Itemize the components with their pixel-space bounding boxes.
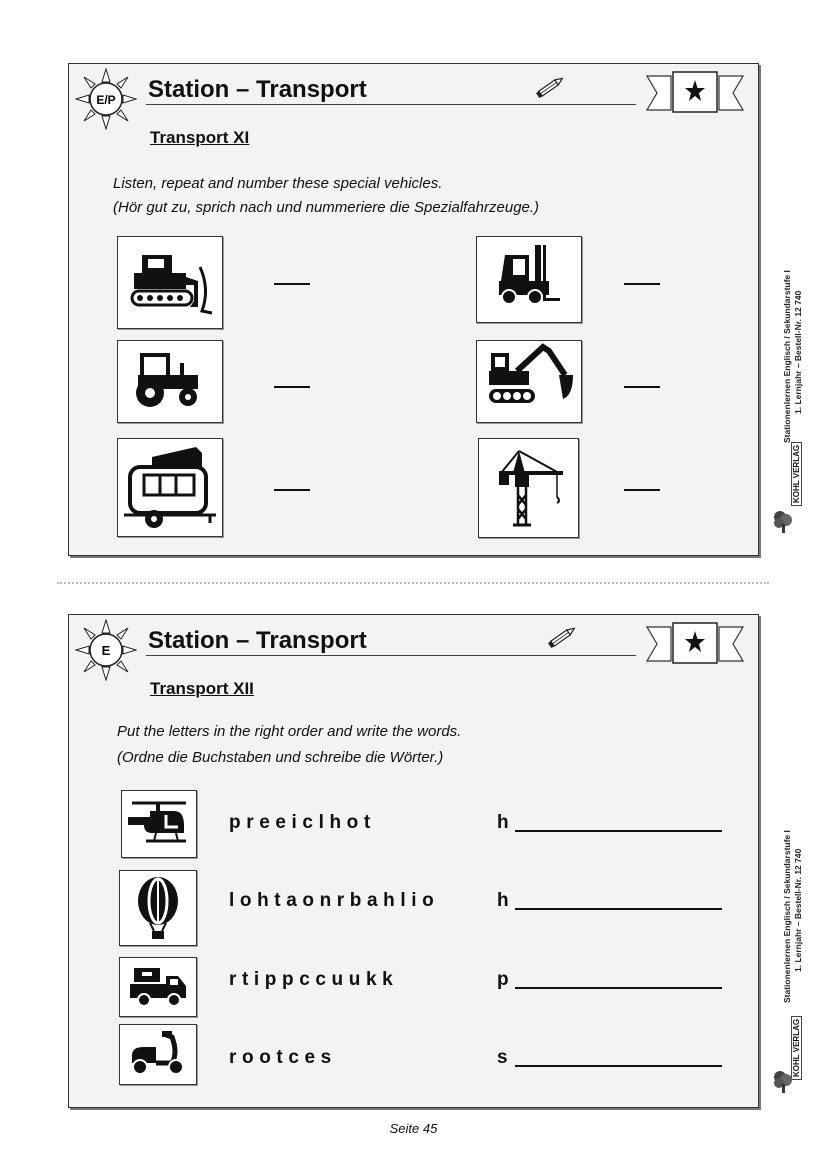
answer-blank[interactable] xyxy=(274,386,310,388)
page-title: Station – Transport xyxy=(148,627,367,654)
instruction-german: (Ordne die Buchstaben und schreibe die Wörter.) xyxy=(117,749,444,766)
title-underline xyxy=(146,104,636,105)
scrambled-word: rootces xyxy=(229,1047,337,1068)
forklift-image xyxy=(476,236,582,323)
answer-line[interactable] xyxy=(515,908,722,910)
answer-blank[interactable] xyxy=(624,386,660,388)
answer-start-letter: h xyxy=(497,812,509,833)
scrambled-word: preeiclhot xyxy=(229,812,376,833)
answer-blank[interactable] xyxy=(274,283,310,285)
sidebar-text-line2: 1. Lernjahr – Bestell-Nr. 12 740 xyxy=(793,290,803,414)
tree-logo-icon xyxy=(772,508,794,534)
crane-icon xyxy=(479,439,578,537)
excavator-icon xyxy=(477,341,581,422)
answer-blank[interactable] xyxy=(624,283,660,285)
helicopter-icon xyxy=(122,791,196,857)
star-ribbon-icon xyxy=(645,70,745,116)
helicopter-image xyxy=(121,790,197,858)
pickup-truck-icon xyxy=(120,958,196,1016)
tree-logo-icon xyxy=(772,1068,794,1094)
forklift-icon xyxy=(477,237,581,322)
answer-start-letter: s xyxy=(497,1047,508,1068)
tractor-image xyxy=(117,340,223,423)
answer-start-letter: h xyxy=(497,890,509,911)
instruction-english: Listen, repeat and number these special vehicles. xyxy=(113,175,443,192)
cut-line-separator xyxy=(57,582,769,584)
tractor-icon xyxy=(118,341,222,422)
page-title: Station – Transport xyxy=(148,76,367,103)
answer-line[interactable] xyxy=(515,987,722,989)
badge-label: E xyxy=(101,643,111,658)
hot-air-balloon-icon xyxy=(120,871,196,945)
publisher-logo: KOHL VERLAG xyxy=(791,442,802,506)
sun-badge-icon xyxy=(75,68,137,130)
scooter-icon xyxy=(120,1025,196,1084)
publisher-logo: KOHL VERLAG xyxy=(791,1016,802,1080)
balloon-image xyxy=(119,870,197,946)
answer-start-letter: p xyxy=(497,969,509,990)
answer-blank[interactable] xyxy=(624,489,660,491)
page-number: Seite 45 xyxy=(389,1121,438,1136)
pencil-icon xyxy=(546,626,578,648)
excavator-image xyxy=(476,340,582,423)
bulldozer-icon xyxy=(118,237,222,328)
star-ribbon-icon xyxy=(645,621,745,667)
worksheet-card-transport-xii xyxy=(68,614,759,1108)
crane-image xyxy=(478,438,579,538)
caravan-image xyxy=(117,438,223,537)
sun-badge-icon xyxy=(75,619,137,681)
instruction-german: (Hör gut zu, sprich nach und nummeriere die Spezialfahrzeuge.) xyxy=(113,199,540,216)
scrambled-word: rtippccuukk xyxy=(229,969,399,990)
sidebar-text-line1: Stationenlernen Englisch / Sekundarstufe I xyxy=(782,830,792,1003)
sidebar-text-line2: 1. Lernjahr – Bestell-Nr. 12 740 xyxy=(793,848,803,972)
pencil-icon xyxy=(534,76,566,98)
caravan-icon xyxy=(118,439,222,536)
title-underline xyxy=(146,655,636,656)
badge-label: E/P xyxy=(96,93,116,107)
worksheet-card-transport-xi xyxy=(68,63,759,556)
answer-blank[interactable] xyxy=(274,489,310,491)
bulldozer-image xyxy=(117,236,223,329)
exercise-subtitle: Transport XII xyxy=(150,679,254,698)
exercise-subtitle: Transport XI xyxy=(150,128,250,147)
sidebar-text-line1: Stationenlernen Englisch / Sekundarstufe I xyxy=(782,270,792,443)
answer-line[interactable] xyxy=(515,1065,722,1067)
scooter-image xyxy=(119,1024,197,1085)
instruction-english: Put the letters in the right order and write the words. xyxy=(117,723,462,740)
scrambled-word: lohtaonrbahlio xyxy=(229,890,440,911)
pickup-truck-image xyxy=(119,957,197,1017)
answer-line[interactable] xyxy=(515,830,722,832)
